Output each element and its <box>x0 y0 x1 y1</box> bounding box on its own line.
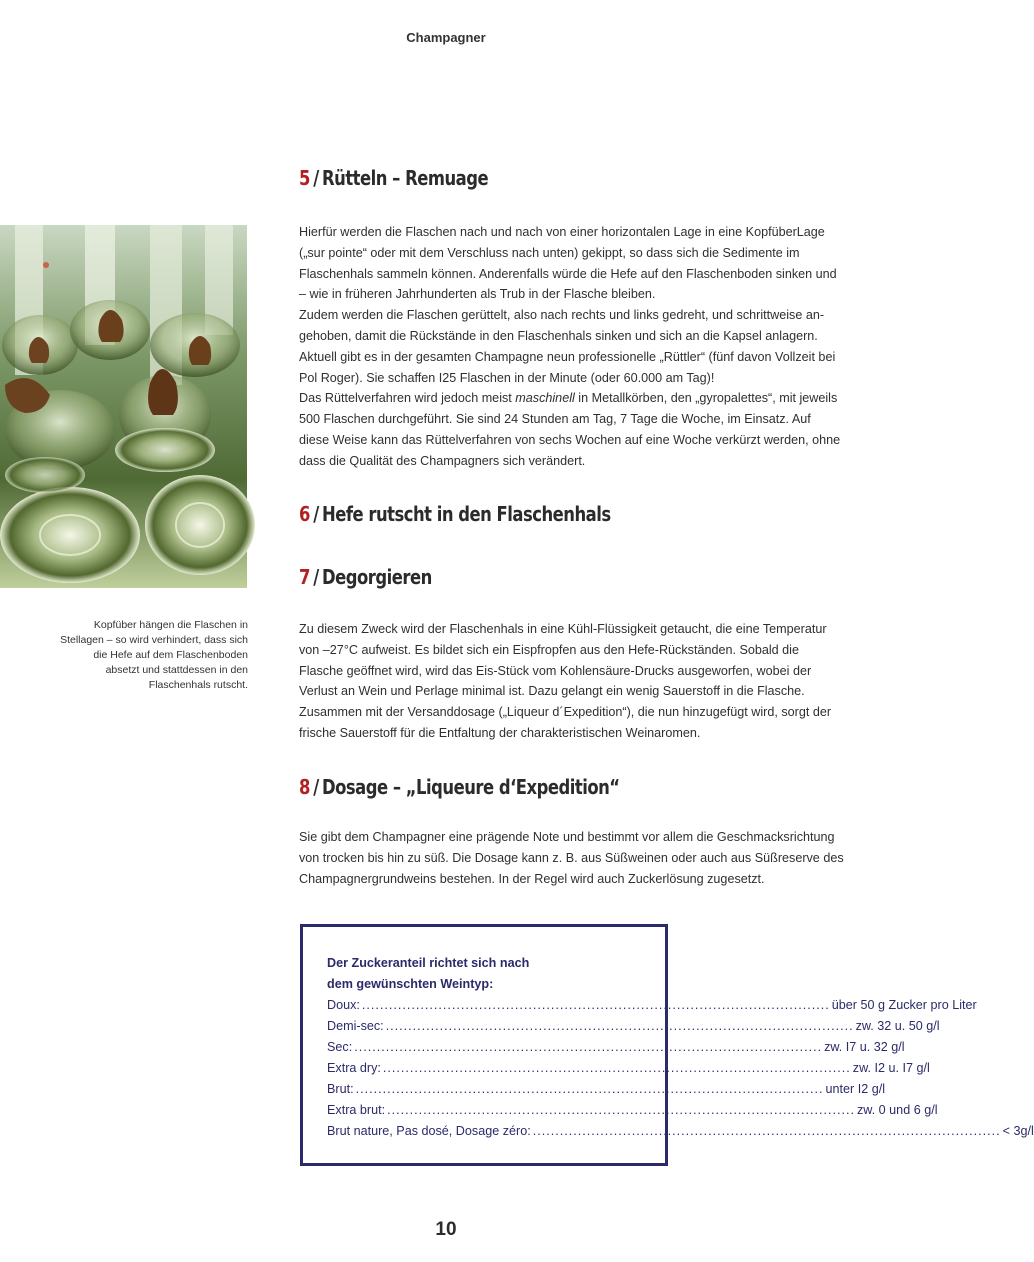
section-7-title: Degorgieren <box>321 565 432 589</box>
section-6 <box>299 502 844 526</box>
sugar-row-value: zw. 0 und 6 g/l <box>856 1103 938 1117</box>
section-7-separator: / <box>313 565 319 589</box>
sugar-row <box>327 1100 938 1121</box>
sugar-row-value: < 3g/l <box>1002 1124 1034 1138</box>
sugar-row-label: Extra brut: <box>327 1103 386 1117</box>
leader-dots: ........................................................................................................ <box>532 1124 1001 1138</box>
leader-dots: ........................................................................................................ <box>387 1103 855 1117</box>
photo-caption: Kopfüber hängen die Flaschen in Stellagen – so wird verhindert, dass sich die Hefe auf dem Flaschenboden absetzt und stattdessen in den Flaschenhals rutscht. <box>60 619 248 691</box>
section-5-paragraph-1: Hierfür werden die Flaschen nach und nach von einer horizontalen Lage in eine KopfüberLage („sur pointe“ oder mit dem Verschluss nach unten) gekippt, so dass sich die Sedimente im Flaschenhals sammeln können. Anderenfalls würde die Hefe auf den Flaschenboden sinken und – wie in früheren Jahrhunderten als Trub in der Flasche bleiben. <box>299 225 837 302</box>
section-5-title: Rütteln – Remuage <box>321 166 489 190</box>
section-6-number: 6 <box>299 502 310 526</box>
emphasis-maschinell: maschinell <box>515 391 575 406</box>
champagne-bottles-photo <box>0 225 247 588</box>
sugar-row <box>327 1016 940 1037</box>
section-7 <box>299 565 844 744</box>
section-5 <box>299 166 844 472</box>
section-8-paragraph: Sie gibt dem Champagner eine prägende Note und bestimmt vor allem die Geschmacksrichtung von trocken bis hin zu süß. Die Dosage kann z. B. aus Süßweinen oder auch aus Süßreserve des Champagnergrundweins bestehen. In der Regel wird auch Zuckerlösung zugesetzt. <box>299 830 844 886</box>
sugar-box-title-line-2: dem gewünschten Weintyp: <box>327 977 494 991</box>
section-8-title: Dosage – „Liqueure d‘Expedition“ <box>321 775 620 799</box>
section-6-title: Hefe rutscht in den Flaschenhals <box>321 502 611 526</box>
sugar-row-label: Brut: <box>327 1082 354 1096</box>
sugar-row-value: unter I2 g/l <box>825 1082 886 1096</box>
section-5-paragraph-3: Das Rüttelverfahren wird jedoch meist maschinell in Metallkörben, den „gyropalettes“, mit jeweils 500 Flaschen durchgeführt. Sie sind 24 Stunden am Tag, 7 Tage die Woche, im Einsatz. Auf diese Weise kann das Rüttelverfahren von sechs Wochen auf eine Woche verkürzt werden, ohne dass die Qualität des Champagners sich verändert. <box>299 391 841 468</box>
section-5-separator: / <box>313 166 319 190</box>
section-5-heading <box>299 166 746 190</box>
sugar-row-label: Brut nature, Pas dosé, Dosage zéro: <box>327 1124 531 1138</box>
leader-dots: ........................................................................................................ <box>355 1082 824 1096</box>
sugar-row-label: Extra dry: <box>327 1061 381 1075</box>
section-8-separator: / <box>313 775 319 799</box>
section-5-paragraph-2: Zudem werden die Flaschen gerüttelt, also nach rechts und links gedreht, und schrittweise angehoben, damit die Rückstände in den Flaschenhals sinken und sich an die Kapsel anlagern. Aktuell gibt es in der gesamten Champagne neun professionelle „Rüttler“ (fünf davon Vollzeit bei Pol Roger). Sie schaffen I25 Flaschen in der Minute (oder 60.000 am Tag)! <box>299 308 836 385</box>
page-number: 10 <box>435 1219 457 1240</box>
sugar-row-label: Sec: <box>327 1040 353 1054</box>
sugar-row <box>327 1058 930 1079</box>
bottles-illustration <box>0 225 247 588</box>
leader-dots: ........................................................................................................ <box>385 1019 854 1033</box>
section-5-number: 5 <box>299 166 310 190</box>
sugar-content-box <box>300 924 1034 1166</box>
sugar-row <box>327 1037 905 1058</box>
section-8-heading <box>299 775 746 799</box>
section-7-heading <box>299 565 746 589</box>
sugar-row <box>327 1121 1034 1142</box>
sugar-box-title-line-1: Der Zuckeranteil richtet sich nach <box>327 956 530 970</box>
leader-dots: ........................................................................................................ <box>382 1061 851 1075</box>
section-6-heading <box>299 502 746 526</box>
section-8-number: 8 <box>299 775 310 799</box>
sugar-row-label: Demi-sec: <box>327 1019 384 1033</box>
running-head: Champagner <box>406 30 486 45</box>
sugar-row-value: zw. I2 u. I7 g/l <box>852 1061 930 1075</box>
sugar-row <box>327 1079 886 1100</box>
sugar-row-value: über 50 g Zucker pro Liter <box>831 998 977 1012</box>
section-7-paragraph: Zu diesem Zweck wird der Flaschenhals in eine Kühl-Flüssigkeit getaucht, die eine Temperatur von –27°C aufweist. Es bildet sich ein Eispfropfen aus den Hefe-Rückständen. Sobald die Flasche geöffnet wird, wird das Eis-Stück vom Kohlensäure-Drucks ausgeworfen, wobei der Verlust an Wein und Perlage minimal ist. Dazu gelangt ein wenig Sauerstoff in die Flasche. Zusammen mit der Versanddosage („Liqueur d´Expedition“), die nun hinzugefügt wird, sorgt der frische Sauerstoff für die Entfaltung der charakteristischen Weinaromen. <box>299 622 832 740</box>
sugar-row <box>327 995 977 1016</box>
section-8 <box>299 775 844 889</box>
sugar-row-value: zw. 32 u. 50 g/l <box>855 1019 940 1033</box>
sugar-row-label: Doux: <box>327 998 360 1012</box>
leader-dots: ........................................................................................................ <box>361 998 830 1012</box>
section-6-separator: / <box>313 502 319 526</box>
sugar-row-value: zw. I7 u. 32 g/l <box>824 1040 905 1054</box>
section-7-number: 7 <box>299 565 310 589</box>
leader-dots: ........................................................................................................ <box>354 1040 823 1054</box>
